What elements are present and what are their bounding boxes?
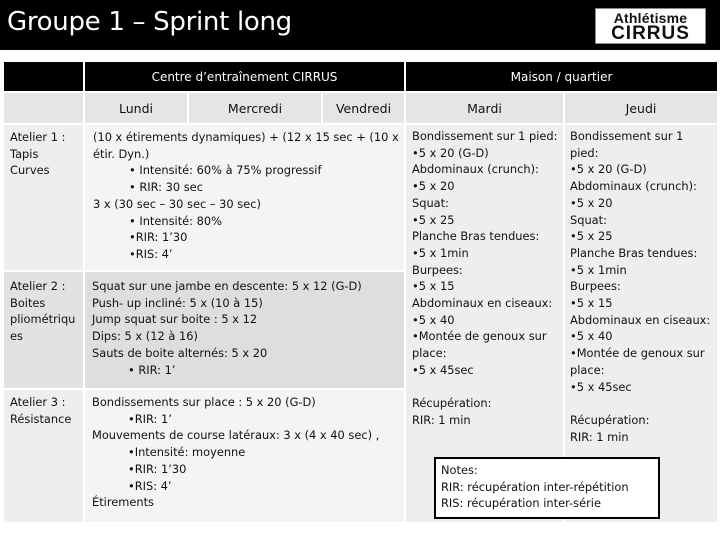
jeudi-exercise-line: pied: xyxy=(570,145,599,160)
jeudi-exercise-line: •5 x 45sec xyxy=(570,379,632,394)
exercise-line: Sauts de boite alternés: 5 x 20 xyxy=(92,345,268,360)
exercise-line: 3 x (30 sec – 30 sec – 30 sec) xyxy=(93,196,261,211)
atelier-label-line: Boites xyxy=(10,295,46,310)
day-mardi: Mardi xyxy=(406,93,563,123)
notes-ris: RIS: récupération inter-série xyxy=(441,496,601,511)
exercise-line: • RIR: 1’ xyxy=(128,362,176,377)
exercise-line: Étirements xyxy=(92,495,154,510)
atelier-label-line: pliométriqu xyxy=(10,312,76,327)
mardi-exercise-line: •5 x 15 xyxy=(412,279,455,294)
exercise-line: Dips: 5 x (12 à 16) xyxy=(92,329,198,344)
title-bar xyxy=(0,0,720,50)
atelier-label-line: Atelier 2 : xyxy=(10,279,66,293)
notes-box xyxy=(434,457,660,519)
day-mercredi: Mercredi xyxy=(189,93,321,123)
mardi-exercise-line: Burpees: xyxy=(412,262,463,277)
atelier3-content-cell xyxy=(85,390,404,522)
exercise-line: • Intensité: 60% à 75% progressif xyxy=(129,163,322,178)
exercise-line: Jump squat sur boite : 5 x 12 xyxy=(92,312,258,327)
atelier-label-line: Tapis xyxy=(10,146,39,161)
exercise-line: Mouvements de course latéraux: 3 x (4 x 40 sec) , xyxy=(92,428,380,443)
jeudi-exercise-line xyxy=(570,395,717,412)
atelier3-label-cell xyxy=(4,390,83,522)
jeudi-exercise-line: Burpees: xyxy=(570,279,621,294)
mardi-exercise-line: Récupération: xyxy=(412,396,492,411)
atelier2-content-cell xyxy=(85,272,404,388)
mardi-exercise-line: •5 x 25 xyxy=(412,212,455,227)
mardi-exercise-line: •5 x 45sec xyxy=(412,362,474,377)
logo-line1: Athlétisme xyxy=(613,10,688,26)
jeudi-exercise-line: place: xyxy=(570,362,605,377)
mardi-exercise-line: RIR: 1 min xyxy=(412,412,471,427)
atelier-label-line: Résistance xyxy=(10,411,72,426)
jeudi-exercise-line: RIR: 1 min xyxy=(570,429,629,444)
jeudi-exercise-line: Planche Bras tendues: xyxy=(570,245,698,260)
mardi-exercise-line: Bondissement sur 1 pied: xyxy=(412,129,558,143)
atelier1-label-cell xyxy=(4,125,83,270)
jeudi-exercise-line: Squat: xyxy=(570,212,607,227)
atelier1-content-cell xyxy=(85,125,404,270)
mardi-exercise-line xyxy=(412,379,563,396)
atelier-label-line: es xyxy=(10,329,23,344)
exercise-line: • RIR: 30 sec xyxy=(129,180,203,195)
jeudi-exercise-line: •5 x 20 (G-D) xyxy=(570,162,647,177)
exercise-line: •RIS: 4’ xyxy=(129,246,173,261)
atelier-label-line: Curves xyxy=(10,163,50,178)
day-blank xyxy=(4,93,83,123)
exercise-line: •RIR: 1’30 xyxy=(128,461,187,476)
mardi-exercise-line: place: xyxy=(412,346,447,361)
jeudi-exercise-line: •5 x 20 xyxy=(570,195,613,210)
jeudi-exercise-line: •5 x 40 xyxy=(570,329,613,344)
day-jeudi: Jeudi xyxy=(565,93,717,123)
jeudi-exercise-line: •Montée de genoux sur xyxy=(570,346,705,361)
exercise-line: Push- up incliné: 5 x (10 à 15) xyxy=(92,295,263,310)
mardi-exercise-line: •Montée de genoux sur xyxy=(412,329,547,344)
mardi-exercise-line: Planche Bras tendues: xyxy=(412,229,540,244)
exercise-line: Bondissements sur place : 5 x 20 (G-D) xyxy=(92,395,316,409)
mardi-exercise-line: Abdominaux en ciseaux: xyxy=(412,296,553,311)
day-lundi: Lundi xyxy=(85,93,187,123)
exercise-line: •Intensité: moyenne xyxy=(128,445,246,460)
mardi-exercise-line: •5 x 20 (G-D) xyxy=(412,145,489,160)
atelier2-label-cell xyxy=(4,272,83,388)
header-cirrus: Centre d’entraînement CIRRUS xyxy=(85,62,404,91)
page-title: Groupe 1 – Sprint long xyxy=(7,7,292,37)
notes-title: Notes: xyxy=(441,463,478,477)
exercise-line: •RIR: 1’30 xyxy=(129,230,188,245)
jeudi-exercise-line: Bondissement sur 1 xyxy=(570,129,684,143)
mardi-exercise-line: •5 x 20 xyxy=(412,179,455,194)
exercise-line: (10 x étirements dynamiques) + (12 x 15 sec + (10 x xyxy=(93,130,399,144)
jeudi-exercise-line: •5 x 25 xyxy=(570,229,613,244)
logo-line2: CIRRUS xyxy=(611,23,690,44)
mardi-exercise-line: Squat: xyxy=(412,195,449,210)
jeudi-exercise-line: Récupération: xyxy=(570,412,650,427)
header-maison: Maison / quartier xyxy=(406,62,717,91)
club-logo xyxy=(595,8,706,44)
jeudi-exercise-line: •5 x 1min xyxy=(570,262,627,277)
jeudi-exercise-line: Abdominaux (crunch): xyxy=(570,179,697,194)
header-blank xyxy=(4,62,83,91)
exercise-line: étir. Dyn.) xyxy=(93,146,150,161)
atelier-label-line: Atelier 3 : xyxy=(10,395,66,409)
day-vendredi: Vendredi xyxy=(323,93,404,123)
exercise-line: Squat sur une jambe en descente: 5 x 12 (G-D) xyxy=(92,279,362,293)
mardi-exercise-line: •5 x 40 xyxy=(412,312,455,327)
jeudi-exercise-line: Abdominaux en ciseaux: xyxy=(570,312,711,327)
exercise-line: • Intensité: 80% xyxy=(129,213,222,228)
mardi-exercise-line: Abdominaux (crunch): xyxy=(412,162,539,177)
atelier-label-line: Atelier 1 : xyxy=(10,130,66,144)
exercise-line: •RIR: 1’ xyxy=(128,411,172,426)
notes-rir: RIR: récupération inter-répétition xyxy=(441,479,629,494)
mardi-exercise-line: •5 x 1min xyxy=(412,245,469,260)
jeudi-exercise-line: •5 x 15 xyxy=(570,296,613,311)
exercise-line: •RIS: 4’ xyxy=(128,478,172,493)
